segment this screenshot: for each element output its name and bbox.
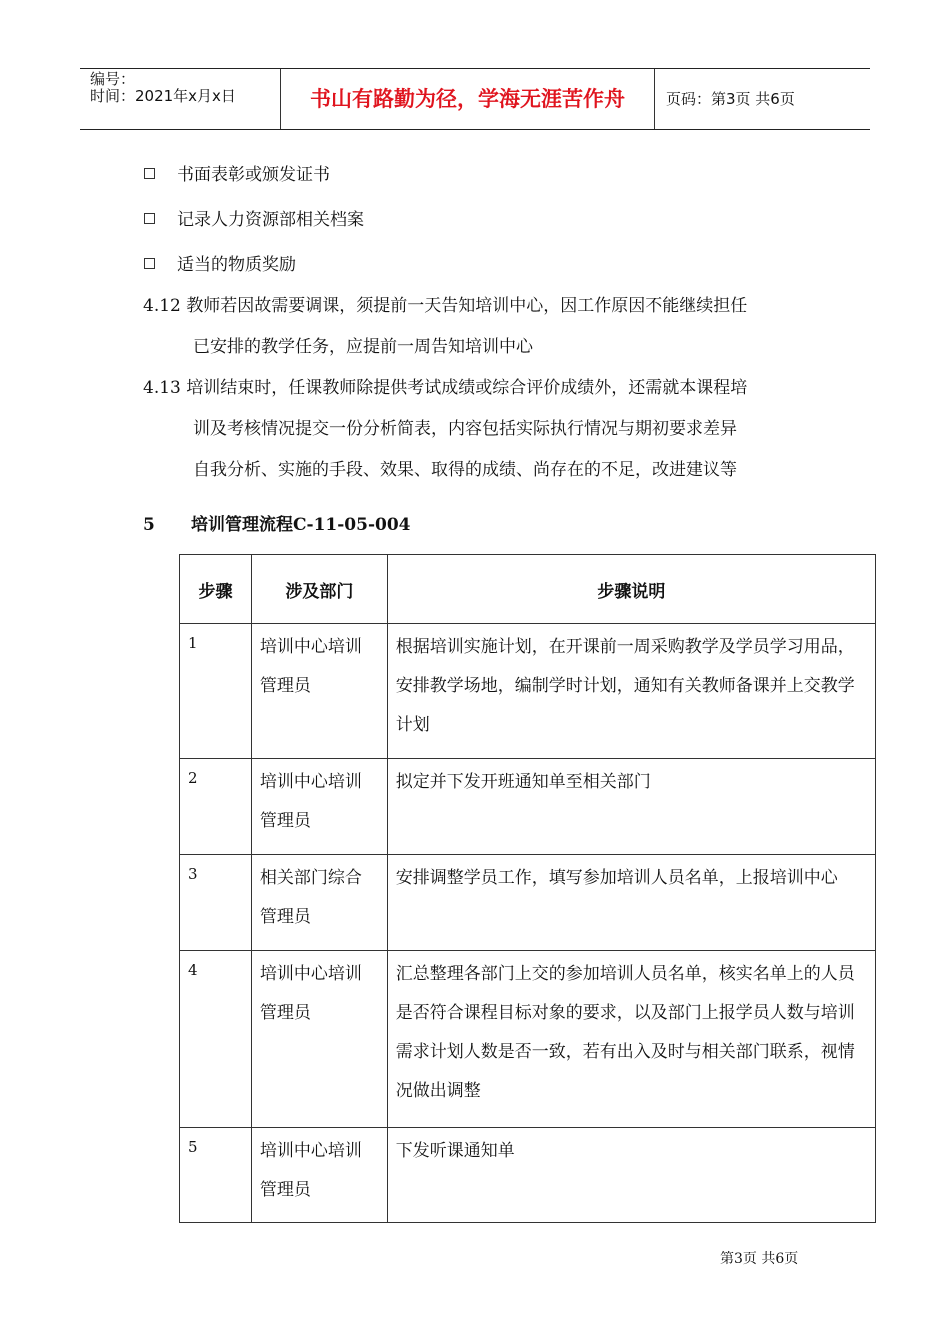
- step-number: 2: [180, 759, 252, 855]
- table-row: [180, 951, 876, 1128]
- clause-text: 自我分析、实施的手段、效果、取得的成绩、尚存在的不足，改进建议等: [193, 460, 737, 480]
- description-cell: 根据培训实施计划，在开课前一周采购教学及学员学习用品，安排教学场地，编制学时计划，通知有关教师备课并上交教学计划: [387, 624, 875, 759]
- column-header-description: 步骤说明: [387, 555, 875, 624]
- department-cell: 相关部门综合管理员: [251, 855, 387, 951]
- bullet-item: [144, 250, 296, 275]
- department-cell: 培训中心培训管理员: [251, 1128, 387, 1223]
- bullet-item: [144, 160, 330, 185]
- column-header-department: 涉及部门: [251, 555, 387, 624]
- department-cell: 培训中心培训管理员: [251, 624, 387, 759]
- clause-4-12: [143, 286, 843, 368]
- clause-text: 已安排的教学任务，应提前一周告知培训中心: [193, 337, 533, 357]
- bullet-text: 适当的物质奖励: [177, 255, 296, 275]
- clause-4-13: [143, 368, 843, 491]
- table-row: [180, 855, 876, 951]
- bullet-text: 记录人力资源部相关档案: [177, 210, 364, 230]
- checkbox-square-icon: [144, 258, 155, 269]
- section-number: 5: [143, 515, 155, 535]
- header-divider: [654, 69, 655, 129]
- document-header: [80, 68, 870, 130]
- clause-number: 4.12: [143, 296, 181, 316]
- process-table: [179, 554, 876, 1223]
- step-number: 1: [180, 624, 252, 759]
- header-page-number: 页码：第3页 共6页: [666, 90, 795, 108]
- bullet-item: [144, 205, 364, 230]
- date-label: 时间：2021年x月x日: [90, 87, 236, 105]
- clause-number: 4.13: [143, 378, 181, 398]
- description-cell: 拟定并下发开班通知单至相关部门: [387, 759, 875, 855]
- department-cell: 培训中心培训管理员: [251, 951, 387, 1128]
- column-header-step: 步骤: [180, 555, 252, 624]
- clause-text: 教师若因故需要调课，须提前一天告知培训中心，因工作原因不能继续担任: [186, 296, 748, 316]
- header-meta: [80, 69, 280, 129]
- table-row: [180, 759, 876, 855]
- description-cell: 安排调整学员工作，填写参加培训人员名单，上报培训中心: [387, 855, 875, 951]
- table-row: [180, 1128, 876, 1223]
- table-header-row: [180, 555, 876, 624]
- clause-text: 培训结束时，任课教师除提供考试成绩或综合评价成绩外，还需就本课程培: [186, 378, 748, 398]
- footer-page-number: 第3页 共6页: [720, 1251, 799, 1267]
- header-motto: 书山有路勤为径，学海无涯苦作舟: [310, 87, 625, 111]
- section-title: [143, 510, 411, 535]
- step-number: 5: [180, 1128, 252, 1223]
- department-cell: 培训中心培训管理员: [251, 759, 387, 855]
- section-heading: 培训管理流程C-11-05-004: [191, 515, 411, 535]
- checkbox-square-icon: [144, 213, 155, 224]
- table-row: [180, 624, 876, 759]
- step-number: 4: [180, 951, 252, 1128]
- bullet-text: 书面表彰或颁发证书: [177, 165, 330, 185]
- checkbox-square-icon: [144, 168, 155, 179]
- description-cell: 汇总整理各部门上交的参加培训人员名单，核实名单上的人员是否符合课程目标对象的要求，以及部门上报学员人数与培训需求计划人数是否一致，若有出入及时与相关部门联系，视情况做出调整: [387, 951, 875, 1128]
- code-label: 编号：: [90, 70, 136, 88]
- clause-text: 训及考核情况提交一份分析简表，内容包括实际执行情况与期初要求差异: [193, 419, 737, 439]
- description-cell: 下发听课通知单: [387, 1128, 875, 1223]
- step-number: 3: [180, 855, 252, 951]
